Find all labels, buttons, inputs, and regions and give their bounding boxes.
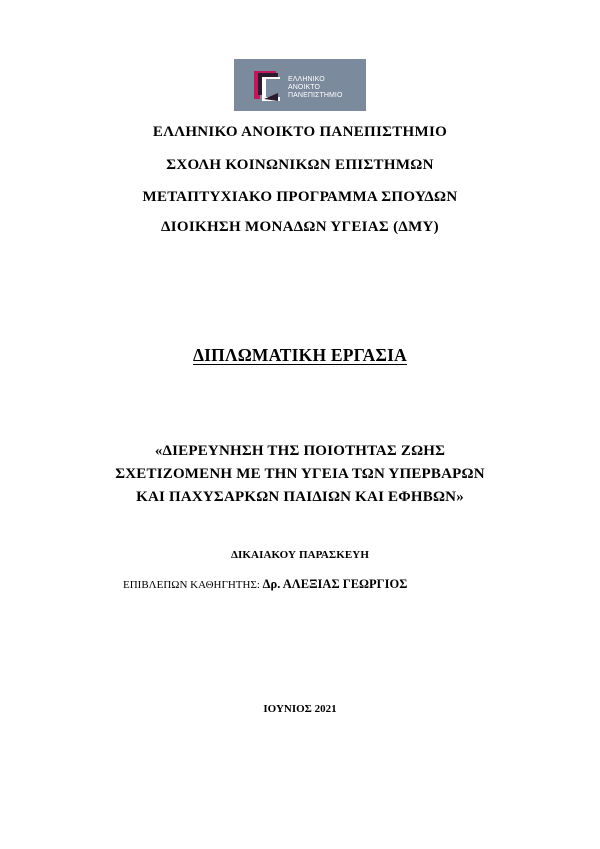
document-type-title: ΔΙΠΛΩΜΑΤΙΚΗ ΕΡΓΑΣΙΑ (192, 345, 407, 365)
supervisor-label: ΕΠΙΒΛΕΠΩΝ ΚΑΘΗΓΗΤΗΣ: (123, 579, 260, 591)
thesis-title-line-1: «ΔΙΕΡΕΥΝΗΣΗ ΤΗΣ ΠΟΙΟΤΗΤΑΣ ΖΩΗΣ (154, 443, 446, 459)
logo-text-line-1: ΕΛΛΗΝΙΚΟ (288, 76, 325, 83)
university-logo (234, 59, 366, 111)
submission-date: ΙΟΥΝΙΟΣ 2021 (263, 703, 337, 715)
logo-text-line-3: ΠΑΝΕΠΙΣΤΗΜΙΟ (288, 92, 343, 99)
specialization-name: ΔΙΟΙΚΗΣΗ ΜΟΝΑΔΩΝ ΥΓΕΙΑΣ (ΔΜΥ) (161, 219, 439, 235)
university-name: ΕΛΛΗΝΙΚΟ ΑΝΟΙΚΤΟ ΠΑΝΕΠΙΣΤΗΜΙΟ (152, 124, 448, 140)
thesis-title-line-3: ΚΑΙ ΠΑΧΥΣΑΡΚΩΝ ΠΑΙΔΙΩΝ ΚΑΙ ΕΦΗΒΩΝ» (136, 489, 464, 505)
program-name: ΜΕΤΑΠΤΥΧΙΑΚΟ ΠΡΟΓΡΑΜΜΑ ΣΠΟΥΔΩΝ (142, 189, 458, 205)
school-name: ΣΧΟΛΗ ΚΟΙΝΩΝΙΚΩΝ ΕΠΙΣΤΗΜΩΝ (166, 157, 434, 173)
supervisor-name: Δρ. ΑΛΕΞΙΑΣ ΓΕΩΡΓΙΟΣ (262, 577, 408, 591)
book-emblem-icon (252, 67, 286, 103)
thesis-title-line-2: ΣΧΕΤΙΖΟΜΕΝΗ ΜΕ ΤΗΝ ΥΓΕΙΑ ΤΩΝ ΥΠΕΡΒΑΡΩΝ (115, 466, 485, 482)
supervisor-line (123, 577, 407, 592)
logo-text-line-2: ΑΝΟΙΚΤΟ (288, 84, 321, 91)
author-name: ΔΙΚΑΙΑΚΟΥ ΠΑΡΑΣΚΕΥΗ (231, 549, 369, 561)
